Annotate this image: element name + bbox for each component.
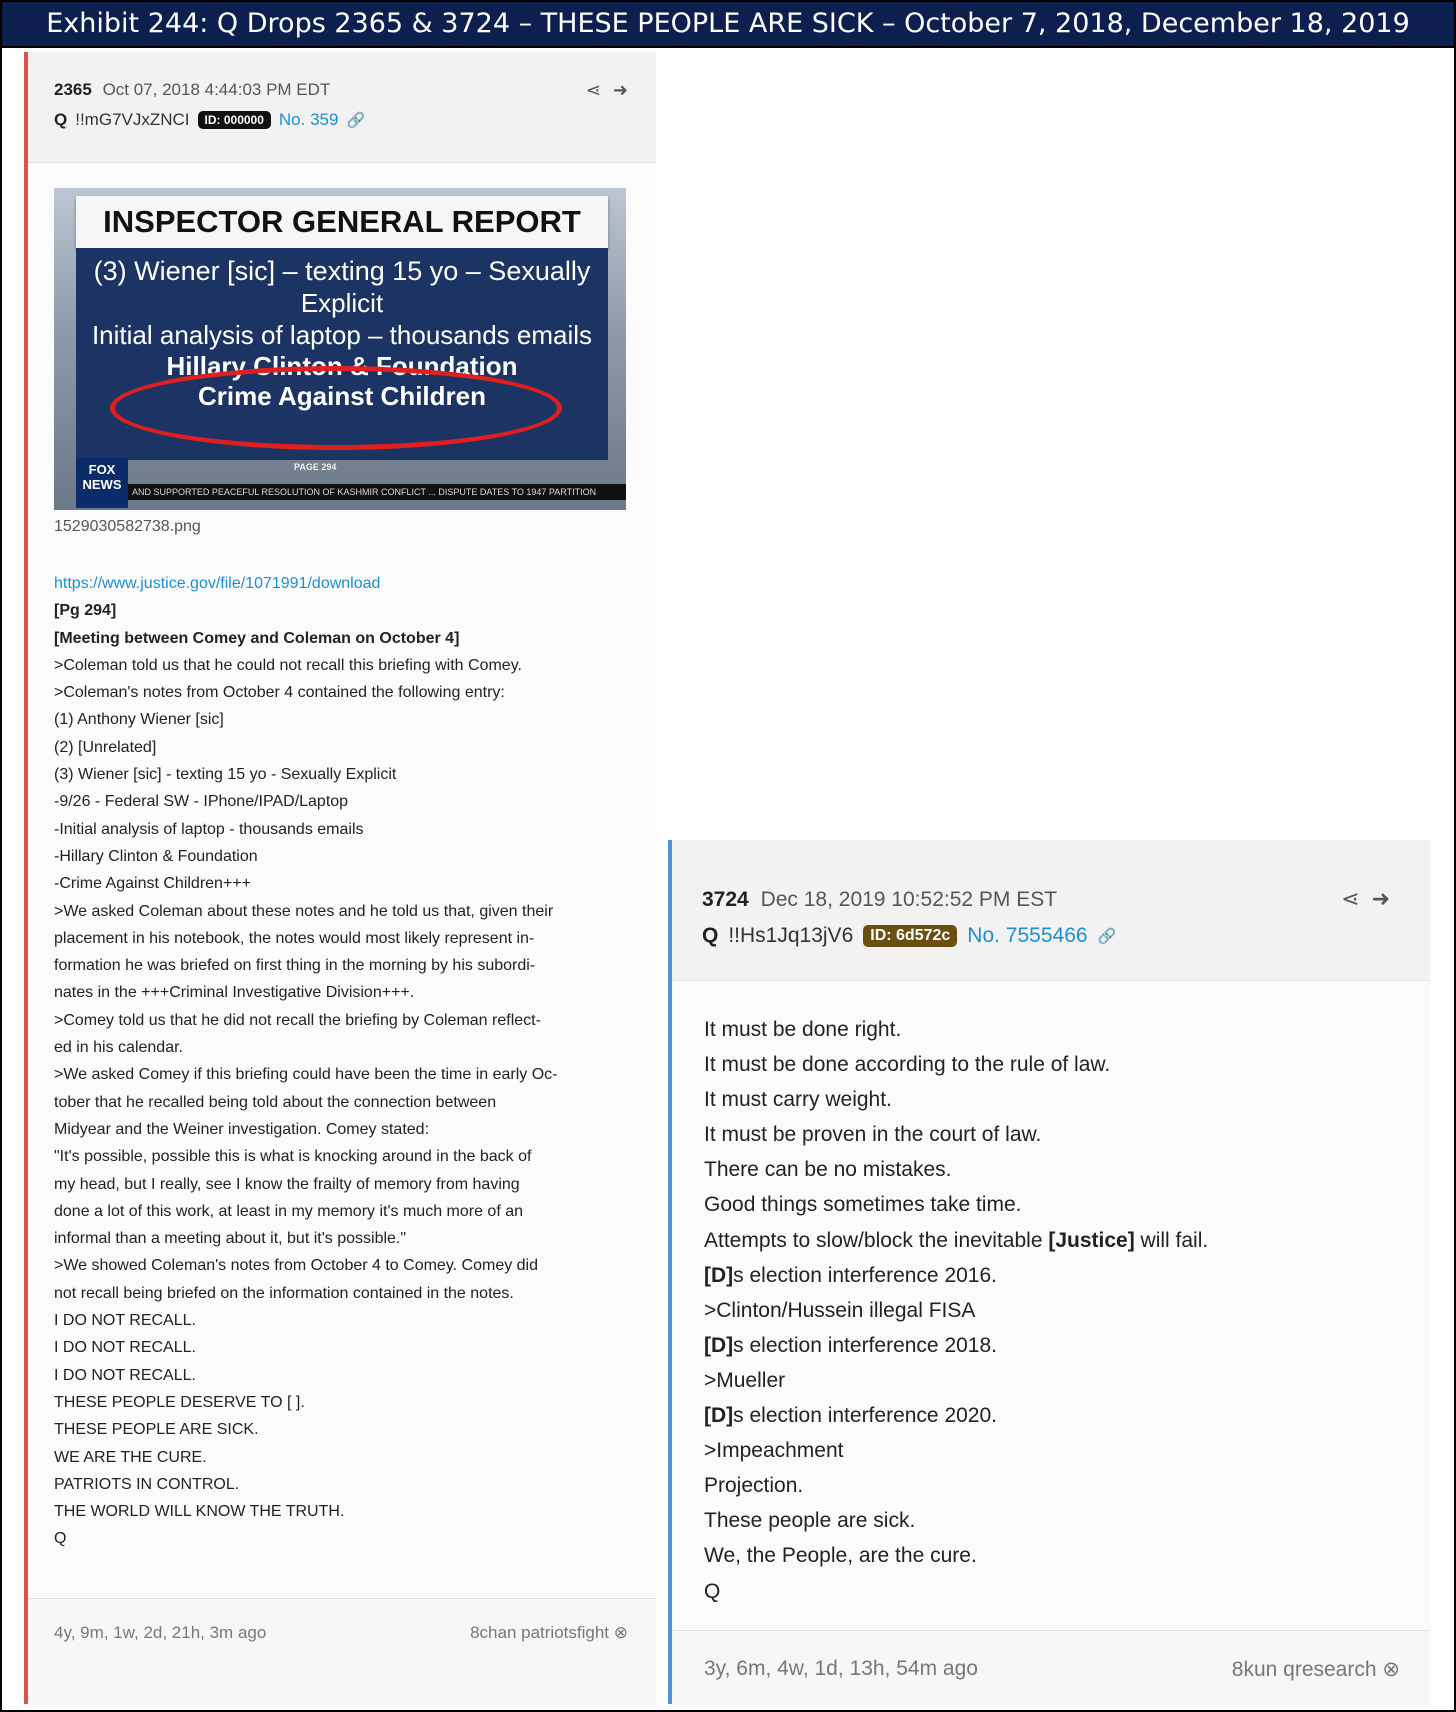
fox-news-logo: FOX NEWS bbox=[76, 458, 128, 508]
post-card-2365 bbox=[24, 52, 656, 1704]
share-icon[interactable]: ⋖ bbox=[585, 80, 601, 100]
page-label: PAGE 294 bbox=[294, 462, 337, 472]
id-badge: ID: 000000 bbox=[198, 111, 271, 129]
image-banner: INSPECTOR GENERAL REPORT bbox=[76, 196, 608, 248]
board-source: 8chan patriotsfight ⊗ bbox=[470, 1623, 628, 1642]
share-icon[interactable]: ⋖ bbox=[1341, 886, 1360, 911]
tripcode: !!mG7VJxZNCI bbox=[75, 110, 190, 129]
justice-link[interactable]: https://www.justice.gov/file/1071991/download bbox=[54, 575, 381, 592]
post-footer bbox=[672, 1630, 1430, 1705]
post-number: 2365 bbox=[54, 80, 92, 99]
post-image[interactable] bbox=[54, 188, 626, 510]
goto-arrow-icon[interactable]: ➜ bbox=[1371, 886, 1390, 911]
image-panel: (3) Wiener [sic] – texting 15 yo – Sexually Explicit Initial analysis of laptop – thousands emails Hillary Clinton & Foundation Crime Against Children bbox=[76, 248, 608, 460]
close-icon[interactable]: ⊗ bbox=[1382, 1658, 1400, 1681]
link-icon[interactable]: 🔗 bbox=[1097, 928, 1117, 945]
post-date: Oct 07, 2018 4:44:03 PM EDT bbox=[102, 80, 331, 99]
post-body: https://www.justice.gov/file/1071991/download [Pg 294] [Meeting between Comey and Coleman on October 4] >Coleman told us that he could not recall this briefing with Comey. >Coleman's notes from October 4 contained the following entry: (1) Anthony Wiener [sic] (2) [Unrelated] (3) Wiener [sic] - texting 15 yo - Sexually Explicit -9/26 - Federal SW - IPhone/IPAD/Laptop -Initial analysis of laptop - thousands emails -Hillary Clinton & Foundation -Crime Against Children+++ >We asked Coleman about these notes and he told us that, given their placement in his notebook, the notes would most likely represent in- formation he was briefed on first thing in the morning by his subordi- nates in the +++Criminal Investigative Division+++. >Comey told us that he did not recall the briefing by Coleman reflect- ed in his calendar. >We asked Comey if this briefing could have been the time in early Oc- tober that he recalled being told about the connection between Midyear and the Weiner investigation. Comey stated: "It's possible, possible this is what is knocking around in the back of my head, but I really, see I know the frailty of memory from having done a lot of this work, at least in my memory it's much more of an informal than a meeting about it, but it's possible." >We showed Coleman's notes from October 4 to Comey. Comey did not recall being briefed on the information contained in the notes. I DO NOT RECALL. I DO NOT RECALL. I DO NOT RECALL. THESE PEOPLE DESERVE TO [ ]. THESE PEOPLE ARE SICK. WE ARE THE CURE. PATRIOTS IN CONTROL. THE WORLD WILL KNOW THE TRUTH. Q bbox=[54, 570, 634, 1553]
post-card-3724 bbox=[668, 840, 1430, 1704]
time-ago: 3y, 6m, 4w, 1d, 13h, 54m ago bbox=[704, 1657, 978, 1680]
post-header bbox=[672, 840, 1430, 981]
post-header bbox=[28, 52, 656, 163]
post-footer bbox=[28, 1598, 656, 1705]
close-icon[interactable]: ⊗ bbox=[613, 1623, 628, 1642]
post-link[interactable]: No. 359 bbox=[278, 110, 339, 129]
goto-arrow-icon[interactable]: ➜ bbox=[612, 80, 628, 100]
exhibit-title: Exhibit 244: Q Drops 2365 & 3724 – THESE PEOPLE ARE SICK – October 7, 2018, December 18, 2019 bbox=[2, 2, 1454, 48]
post-number: 3724 bbox=[702, 888, 749, 911]
author-name: Q bbox=[54, 110, 68, 129]
link-icon[interactable]: 🔗 bbox=[346, 112, 366, 129]
news-ticker: AND SUPPORTED PEACEFUL RESOLUTION OF KASHMIR CONFLICT ... DISPUTE DATES TO 1947 PARTITION bbox=[128, 484, 626, 500]
board-source: 8kun qresearch ⊗ bbox=[1231, 1658, 1400, 1681]
author-name: Q bbox=[702, 924, 719, 947]
time-ago: 4y, 9m, 1w, 2d, 21h, 3m ago bbox=[54, 1623, 267, 1642]
tripcode: !!Hs1Jq13jV6 bbox=[728, 924, 854, 947]
id-badge: ID: 6d572c bbox=[863, 925, 957, 947]
post-date: Dec 18, 2019 10:52:52 PM EST bbox=[760, 888, 1058, 911]
image-filename[interactable]: 1529030582738.png bbox=[54, 518, 201, 535]
post-link[interactable]: No. 7555466 bbox=[967, 924, 1088, 947]
red-circle-annotation bbox=[110, 366, 562, 450]
post-body: It must be done right. It must be done according to the rule of law. It must carry weight. It must be proven in the court of law. There can be no mistakes. Good things sometimes take time. Attempts to slow/block the inevitable [Justice] will fail. [D]s election interference 2016. >Clinton/Hussein illegal FISA [D]s election interference 2018. >Mueller [D]s election interference 2020. >Impeachment Projection. These people are sick. We, the People, are the cure. Q bbox=[704, 1018, 1209, 1603]
